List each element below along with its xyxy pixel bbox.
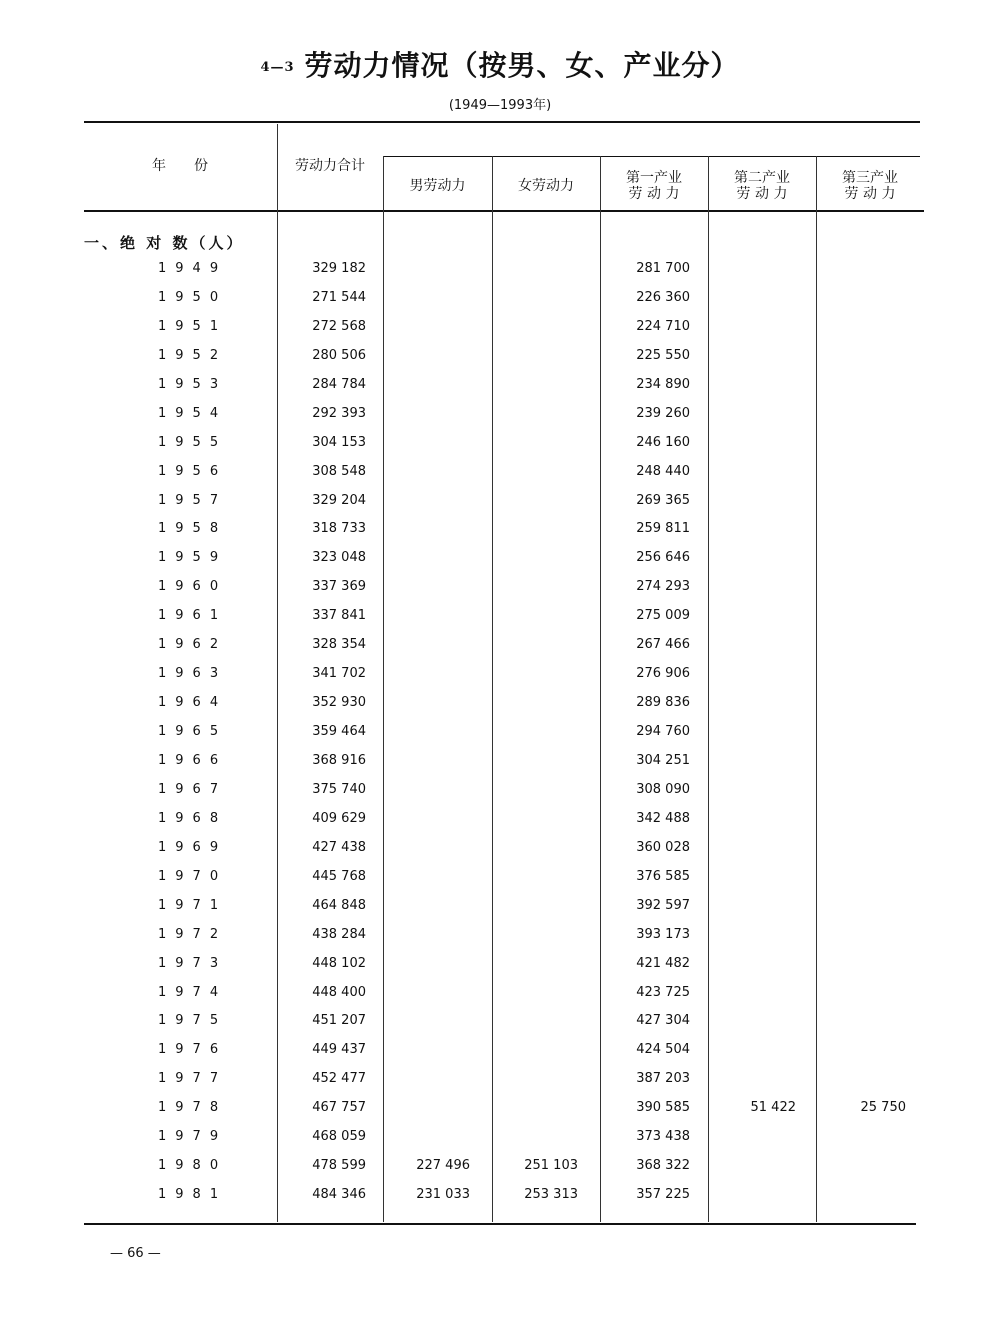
- primary-cell: 308 090: [636, 781, 690, 797]
- primary-cell: 376 585: [636, 868, 690, 884]
- year-cell: 1961: [158, 608, 228, 624]
- table-row: [0, 1013, 1000, 1033]
- year-cell: 1950: [158, 289, 228, 305]
- total-cell: 323 048: [312, 550, 366, 566]
- year-cell: 1962: [158, 637, 228, 653]
- total-cell: 468 059: [312, 1129, 366, 1145]
- year-cell: 1956: [158, 463, 228, 479]
- total-cell: 329 204: [312, 492, 366, 508]
- table-row: [0, 464, 1000, 484]
- header-tertiary: 第三产业 劳 动 力: [842, 170, 898, 202]
- year-cell: 1963: [158, 666, 228, 682]
- header-bottom-rule: [84, 210, 924, 212]
- primary-cell: 390 585: [636, 1100, 690, 1116]
- table-row: [0, 637, 1000, 657]
- primary-cell: 373 438: [636, 1129, 690, 1145]
- year-cell: 1953: [158, 376, 228, 392]
- year-cell: 1973: [158, 955, 228, 971]
- total-cell: 448 102: [312, 955, 366, 971]
- year-cell: 1974: [158, 984, 228, 1000]
- total-cell: 464 848: [312, 897, 366, 913]
- year-cell: 1966: [158, 752, 228, 768]
- year-cell: 1977: [158, 1071, 228, 1087]
- table-row: [0, 985, 1000, 1005]
- year-cell: 1981: [158, 1187, 228, 1203]
- primary-cell: 226 360: [636, 289, 690, 305]
- primary-cell: 387 203: [636, 1071, 690, 1087]
- primary-cell: 281 700: [636, 261, 690, 276]
- section-label: 一、绝 对 数（人）: [84, 234, 245, 252]
- table-row: [0, 1187, 1000, 1207]
- year-cell: 1967: [158, 781, 228, 797]
- year-cell: 1960: [158, 579, 228, 595]
- table-row: [0, 927, 1000, 947]
- male-cell: 231 033: [416, 1187, 470, 1203]
- table-number: 4—3: [260, 60, 295, 75]
- total-cell: 368 916: [312, 752, 366, 768]
- table-row: [0, 1071, 1000, 1091]
- year-cell: 1964: [158, 695, 228, 711]
- table-row: [0, 1100, 1000, 1120]
- table-row: [0, 666, 1000, 686]
- male-cell: 227 496: [416, 1158, 470, 1174]
- table-title-text: 劳动力情况（按男、女、产业分）: [304, 49, 740, 82]
- total-cell: 308 548: [312, 463, 366, 479]
- year-cell: 1968: [158, 810, 228, 826]
- female-cell: 251 103: [524, 1158, 578, 1174]
- primary-cell: 275 009: [636, 608, 690, 624]
- table-subtitle: (1949—1993年): [448, 98, 552, 113]
- total-cell: 445 768: [312, 868, 366, 884]
- total-cell: 292 393: [312, 405, 366, 421]
- primary-cell: 224 710: [636, 318, 690, 334]
- total-cell: 478 599: [312, 1158, 366, 1174]
- primary-cell: 274 293: [636, 579, 690, 595]
- table-row: [0, 348, 1000, 368]
- total-cell: 451 207: [312, 1013, 366, 1029]
- table-row: [0, 1042, 1000, 1062]
- table-row: [0, 319, 1000, 339]
- year-cell: 1980: [158, 1158, 228, 1174]
- year-cell: 1954: [158, 405, 228, 421]
- year-cell: 1976: [158, 1042, 228, 1058]
- table-row: [0, 695, 1000, 715]
- table-row: [0, 493, 1000, 513]
- total-cell: 427 438: [312, 839, 366, 855]
- table-row: [0, 782, 1000, 802]
- female-cell: 253 313: [524, 1187, 578, 1203]
- primary-cell: 256 646: [636, 550, 690, 566]
- table-row: [0, 1129, 1000, 1149]
- table-row: [0, 869, 1000, 889]
- total-cell: 448 400: [312, 984, 366, 1000]
- primary-cell: 357 225: [636, 1187, 690, 1203]
- header-secondary: 第二产业 劳 动 力: [734, 170, 790, 202]
- primary-cell: 239 260: [636, 405, 690, 421]
- header-female: 女劳动力: [518, 178, 574, 194]
- total-cell: 284 784: [312, 376, 366, 392]
- primary-cell: 304 251: [636, 752, 690, 768]
- year-cell: 1952: [158, 347, 228, 363]
- table-row: [0, 406, 1000, 426]
- page-number: — 66 —: [110, 1246, 161, 1261]
- header-male: 男劳动力: [409, 178, 466, 194]
- total-cell: 449 437: [312, 1042, 366, 1058]
- total-cell: 318 733: [312, 521, 366, 537]
- table-row: [0, 579, 1000, 599]
- year-cell: 1958: [158, 521, 228, 537]
- total-cell: 375 740: [312, 781, 366, 797]
- table-row: [0, 377, 1000, 397]
- primary-cell: 392 597: [636, 897, 690, 913]
- table-row: [0, 290, 1000, 310]
- total-cell: 409 629: [312, 810, 366, 826]
- table-row: [0, 811, 1000, 831]
- year-cell: 1975: [158, 1013, 228, 1029]
- primary-cell: 234 890: [636, 376, 690, 392]
- primary-cell: 276 906: [636, 666, 690, 682]
- table-row: [0, 435, 1000, 455]
- year-cell: 1957: [158, 492, 228, 508]
- header-primary: 第一产业 劳 动 力: [626, 170, 682, 202]
- year-cell: 1949: [158, 261, 228, 276]
- table-row: [0, 956, 1000, 976]
- year-cell: 1979: [158, 1129, 228, 1145]
- year-cell: 1951: [158, 318, 228, 334]
- primary-cell: 342 488: [636, 810, 690, 826]
- primary-cell: 259 811: [636, 521, 690, 537]
- total-cell: 438 284: [312, 926, 366, 942]
- year-cell: 1971: [158, 897, 228, 913]
- header-total: 劳动力合计: [295, 158, 365, 174]
- table-row: [0, 608, 1000, 628]
- table-row: [0, 753, 1000, 773]
- primary-cell: 393 173: [636, 926, 690, 942]
- primary-cell: 248 440: [636, 463, 690, 479]
- total-cell: 467 757: [312, 1100, 366, 1116]
- table-row: [0, 261, 1000, 281]
- year-cell: 1959: [158, 550, 228, 566]
- table-row: [0, 1158, 1000, 1178]
- primary-cell: 267 466: [636, 637, 690, 653]
- header-year: 年 份: [152, 158, 208, 174]
- table-row: [0, 840, 1000, 860]
- year-cell: 1972: [158, 926, 228, 942]
- year-cell: 1978: [158, 1100, 228, 1116]
- total-cell: 272 568: [312, 318, 366, 334]
- primary-cell: 427 304: [636, 1013, 690, 1029]
- total-cell: 280 506: [312, 347, 366, 363]
- primary-cell: 421 482: [636, 955, 690, 971]
- primary-cell: 368 322: [636, 1158, 690, 1174]
- total-cell: 341 702: [312, 666, 366, 682]
- primary-cell: 424 504: [636, 1042, 690, 1058]
- header-sub-rule: [383, 156, 920, 157]
- total-cell: 304 153: [312, 434, 366, 450]
- table-row: [0, 898, 1000, 918]
- total-cell: 352 930: [312, 695, 366, 711]
- total-cell: 452 477: [312, 1071, 366, 1087]
- primary-cell: 289 836: [636, 695, 690, 711]
- total-cell: 484 346: [312, 1187, 366, 1203]
- total-cell: 328 354: [312, 637, 366, 653]
- primary-cell: 423 725: [636, 984, 690, 1000]
- year-cell: 1965: [158, 724, 228, 740]
- bottom-rule: [84, 1223, 916, 1225]
- tertiary-cell: 25 750: [860, 1100, 906, 1116]
- secondary-cell: 51 422: [750, 1100, 796, 1116]
- primary-cell: 269 365: [636, 492, 690, 508]
- total-cell: 359 464: [312, 724, 366, 740]
- year-cell: 1970: [158, 868, 228, 884]
- year-cell: 1955: [158, 434, 228, 450]
- total-cell: 329 182: [312, 261, 366, 276]
- primary-cell: 360 028: [636, 839, 690, 855]
- year-cell: 1969: [158, 839, 228, 855]
- total-cell: 271 544: [312, 289, 366, 305]
- table-row: [0, 724, 1000, 744]
- primary-cell: 225 550: [636, 347, 690, 363]
- table-row: [0, 521, 1000, 541]
- table-row: [0, 550, 1000, 570]
- total-cell: 337 369: [312, 579, 366, 595]
- top-rule: [84, 121, 920, 123]
- primary-cell: 294 760: [636, 724, 690, 740]
- table-title: [0, 44, 1000, 84]
- total-cell: 337 841: [312, 608, 366, 624]
- primary-cell: 246 160: [636, 434, 690, 450]
